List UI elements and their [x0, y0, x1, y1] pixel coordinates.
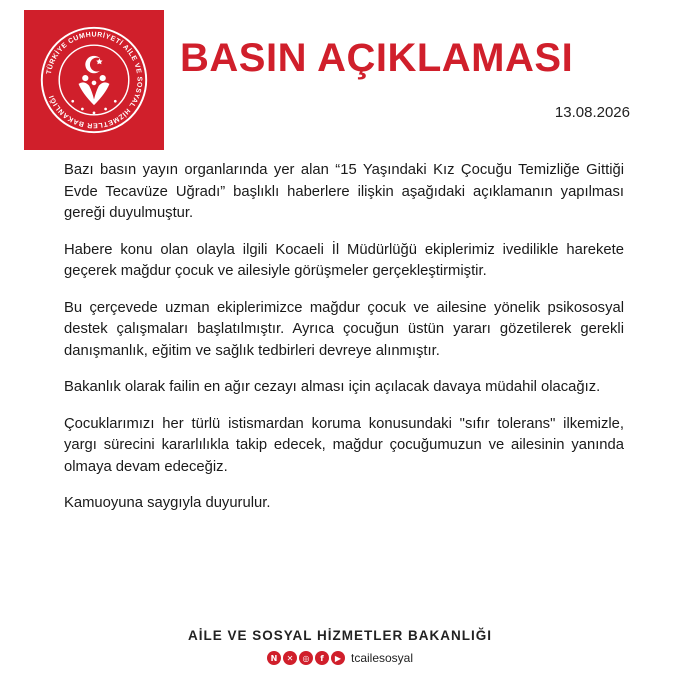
social-handle[interactable]: tcailesosyal: [350, 651, 414, 665]
facebook-icon[interactable]: f: [315, 651, 329, 665]
paragraph: Bazı basın yayın organlarında yer alan “15 Yaşındaki Kız Çocuğu Temizliğe Gittiği Evde Tecavüze Uğradı” başlıklı haberlere ilişkin aşağıdaki açıklamanın yapılması gereği duyulmuştur.: [64, 162, 624, 221]
social-links: [0, 651, 680, 665]
press-release-body: [64, 160, 624, 530]
footer-organization: AİLE VE SOSYAL HİZMETLER BAKANLIĞI: [187, 628, 493, 643]
release-date: 13.08.2026: [554, 104, 630, 121]
paragraph: Habere konu olan olayla ilgili Kocaeli İl Müdürlüğü ekiplerimiz ivedilikle harekete geçerek mağdur çocuk ve ailesiyle görüşmeler gerçekleştirmiştir.: [64, 241, 624, 279]
svg-text:TÜRKİYE CUMHURİYETİ AİLE VE SO: TÜRKİYE CUMHURİYETİ AİLE VE SOSYAL HİZMETLER BAKANLIĞI: [45, 31, 143, 129]
paragraph: Bu çerçevede uzman ekiplerimizce mağdur çocuk ve ailesine yönelik psikososyal destek çalışmaları başlatılmıştır. Ayrıca çocuğun üstün yararı gözetilerek gerekli danışmanlık, eğitim ve sağlık tedbirleri devreye alınmıştır.: [64, 299, 624, 359]
paragraph: Kamuoyuna saygıyla duyurulur.: [64, 495, 271, 511]
instagram-icon[interactable]: ◎: [299, 651, 313, 665]
youtube-icon[interactable]: ▶: [331, 651, 345, 665]
x-icon[interactable]: ✕: [283, 651, 297, 665]
page-title: BASIN AÇIKLAMASI: [180, 36, 574, 80]
paragraph: Bakanlık olarak failin en ağır cezayı alması için açılacak davaya müdahil olacağız.: [64, 379, 601, 395]
footer: [0, 628, 680, 665]
paragraph: Çocuklarımızı her türlü istismardan koruma konusundaki "sıfır tolerans" ilkemizle, yargı sürecini kararlılıkla takip edecek, mağdur çocuğumuzun ve ailesinin yanında olmaya devam edeceğiz.: [64, 415, 624, 475]
ministry-seal-icon: [36, 22, 152, 138]
ministry-logo: [24, 10, 164, 150]
nsosyal-icon[interactable]: N: [267, 651, 281, 665]
